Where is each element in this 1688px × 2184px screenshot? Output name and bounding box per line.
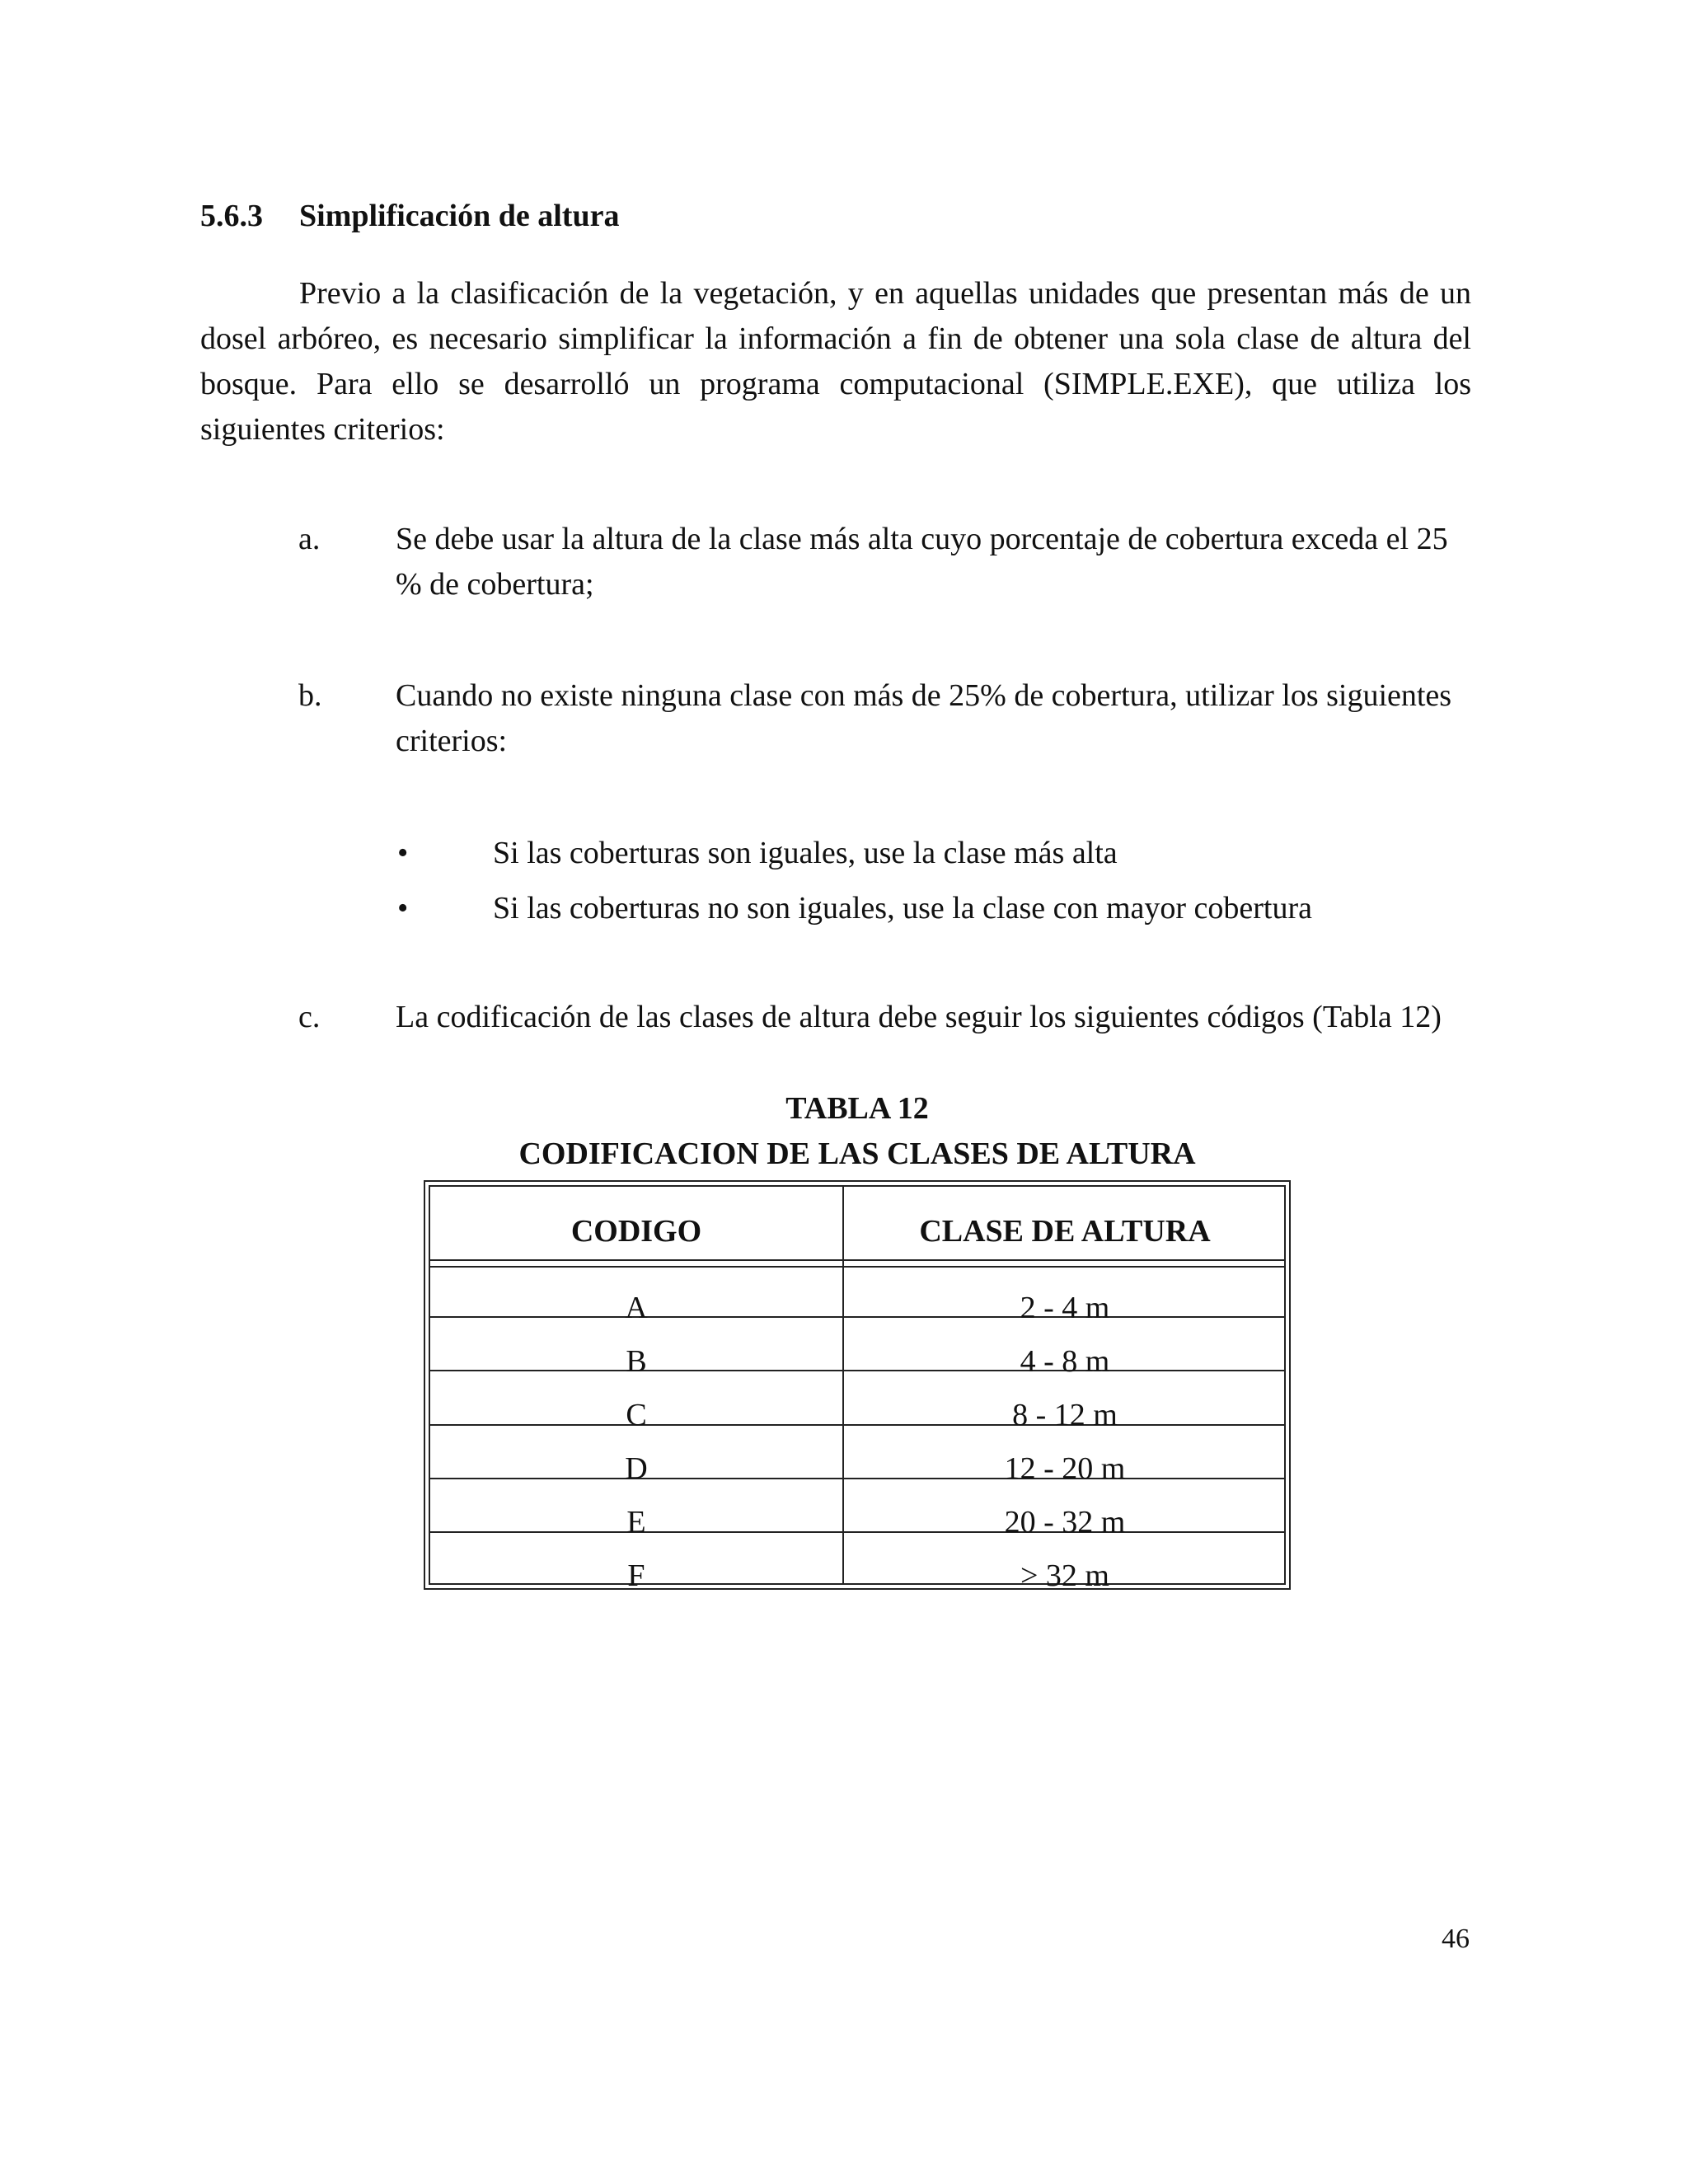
table-header-divider-2: [429, 1266, 1286, 1268]
bullet-1-marker: •: [397, 836, 409, 870]
criterion-a-marker: a.: [298, 522, 321, 556]
table-header-codigo: CODIGO: [570, 1214, 702, 1249]
criterion-b-line-1: Cuando no existe ninguna clase con más de 25% de cobertura, utilizar los siguientes: [396, 678, 1452, 713]
criterion-b-marker: b.: [298, 678, 322, 713]
intro-paragraph-text: Previo a la clasificación de la vegetación, y en aquellas unidades que presentan más de un dosel arbóreo, es necesario simplificar la información a fin de obtener una sola clase de altura del bosque. Para ello se desarrolló un programa computacional (SIMPLE.EXE), que utiliza los siguientes criterios:: [200, 276, 1471, 447]
criterion-a-line-1: Se debe usar la altura de la clase más alta cuyo porcentaje de cobertura exceda el 25: [396, 522, 1448, 556]
table-cell-height: 12 - 20 m: [1004, 1451, 1126, 1486]
table-cell-height: 20 - 32 m: [1004, 1505, 1126, 1540]
table-cell-code: C: [626, 1398, 647, 1432]
table-cell-height: > 32 m: [1020, 1558, 1109, 1593]
criterion-c-marker: c.: [298, 1000, 321, 1034]
table-subtitle: CODIFICACION DE LAS CLASES DE ALTURA: [518, 1137, 1196, 1171]
table-cell-height: 4 - 8 m: [1020, 1344, 1110, 1379]
table-cell-code: B: [626, 1344, 647, 1379]
criterion-b-text: [396, 673, 1467, 764]
table-header-divider: [429, 1259, 1286, 1261]
criterion-a-line-2: % de cobertura;: [396, 567, 594, 602]
bullet-1-text: Si las coberturas son iguales, use la clase más alta: [493, 836, 1118, 870]
table-cell-height: 8 - 12 m: [1012, 1398, 1118, 1432]
criterion-c-text: La codificación de las clases de altura debe seguir los siguientes códigos (Tabla 12): [396, 1000, 1442, 1034]
table-cell-code: D: [625, 1451, 648, 1486]
section-number: 5.6.3: [200, 199, 263, 233]
table-title: TABLA 12: [785, 1091, 929, 1126]
section-title: Simplificación de altura: [299, 199, 620, 233]
bullet-2-text: Si las coberturas no son iguales, use la clase con mayor cobertura: [493, 891, 1313, 926]
table-cell-code: F: [627, 1558, 645, 1593]
table-cell-code: A: [625, 1291, 648, 1325]
criterion-b-line-2: criterios:: [396, 724, 508, 758]
table-cell-height: 2 - 4 m: [1020, 1291, 1110, 1325]
table-cell-code: E: [626, 1505, 646, 1540]
table-header-clase: CLASE DE ALTURA: [919, 1214, 1211, 1249]
intro-paragraph: [200, 271, 1471, 452]
page-number: 46: [1442, 1924, 1470, 1954]
bullet-2-marker: •: [397, 891, 409, 926]
criterion-a-text: [396, 517, 1467, 607]
